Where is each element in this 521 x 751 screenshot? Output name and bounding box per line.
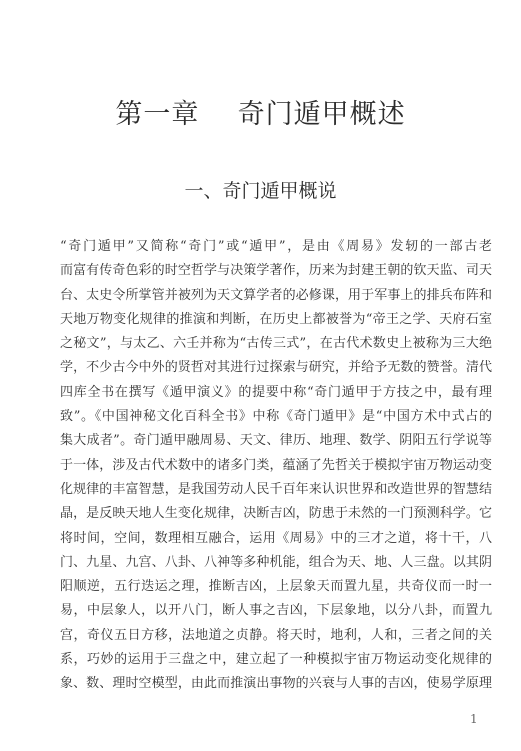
paragraph-line: 集大成者”。奇门遁甲融周易、天文、律历、地理、数学、阴阳五行学说等 [60, 433, 492, 449]
paragraph-line: 化规律的丰富智慧，是我国劳动人民千百年来认识世界和改造世界的智慧结 [60, 481, 492, 497]
page-number: 1 [470, 712, 478, 726]
paragraph-line: “奇门遁甲”又简称“奇门”或“遁甲”，是由《周易》发轫的一部古老 [60, 239, 492, 254]
paragraph-line: 而富有传奇色彩的时空哲学与决策学著作，历来为封建王朝的钦天监、司天 [60, 263, 492, 279]
paragraph-line: 象、数、理时空模型，由此而推演出事物的兴衰与人事的吉凶，使易学原理 [60, 676, 492, 692]
paragraph-line: 易，中层象人，以开八门，断人事之吉凶，下层象地，以分八卦，而置九 [60, 603, 492, 619]
paragraph-line: 天地万物变化规律的推演和判断，在历史上都被誉为“帝王之学、天府石室 [60, 311, 492, 327]
body-paragraph [60, 235, 492, 697]
chapter-title: 第一章 奇门遁甲概述 [115, 99, 406, 130]
paragraph-line: 之秘文”，与太乙、六壬并称为“古传三式”，在古代术数史上被称为三大绝 [60, 336, 492, 352]
paragraph-line: 台、太史令所掌管并被列为天文算学者的必修课，用于军事上的排兵布阵和 [60, 287, 492, 303]
paragraph-line: 晶，是反映天地人生变化规律，决断吉凶，防患于未然的一门预测科学。它 [60, 506, 492, 522]
paragraph-line: 四库全书在撰写《遁甲演义》的提要中称“奇门遁甲于方技之中，最有理 [60, 384, 492, 400]
paragraph-line: 系，巧妙的运用于三盘之中，建立起了一种模拟宇宙万物运动变化规律的 [60, 652, 492, 668]
paragraph-line: 致”。《中国神秘文化百科全书》中称《奇门遁甲》是“中国方术中式占的 [60, 409, 492, 425]
paragraph-line: 将时间，空间，数理相互融合，运用《周易》中的三才之道，将十干，八 [60, 530, 492, 546]
paragraph-line: 于一体，涉及古代术数中的诸多门类，蕴涵了先哲关于模拟宇宙万物运动变 [60, 457, 492, 473]
section-title: 一、奇门遁甲概说 [184, 180, 337, 202]
paragraph-line: 门、九星、九宫、八卦、八神等多种机能，组合为天、地、人三盘。以其阴 [60, 554, 492, 570]
paragraph-line: 阳顺逆，五行迭运之理，推断吉凶，上层象天而置九星，共奇仪而一时一 [60, 579, 492, 595]
paragraph-line: 学，不少古今中外的贤哲对其进行过探索与研究，并给予无数的赞誉。清代 [60, 360, 492, 376]
paragraph-line: 宫，奇仪五日方移，法地道之贞静。将天时，地利，人和，三者之间的关 [60, 627, 492, 643]
